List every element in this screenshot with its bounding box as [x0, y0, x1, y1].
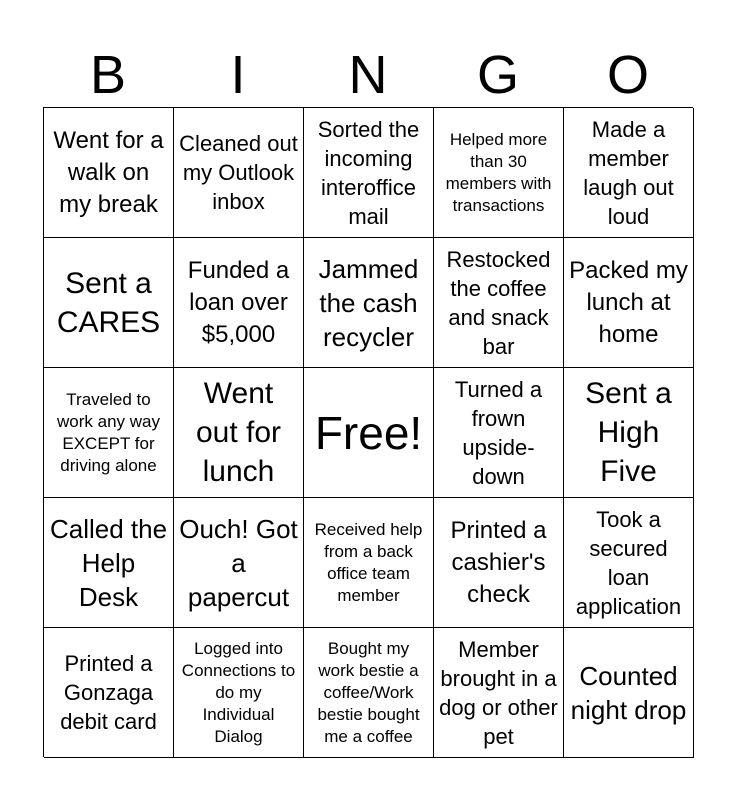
cell-text: Ouch! Got a papercut	[179, 513, 298, 612]
bingo-cell[interactable]	[44, 108, 174, 238]
cell-text: Went for a walk on my break	[53, 126, 164, 218]
bingo-cell[interactable]	[44, 628, 174, 758]
cell-text: Member brought in a dog or other pet	[439, 636, 558, 749]
cell-text: Packed my lunch at home	[569, 256, 688, 348]
header-letter-i: I	[230, 45, 246, 105]
bingo-cell[interactable]	[44, 498, 174, 628]
cell-text: Received help from a back office team member	[314, 519, 423, 605]
bingo-cell[interactable]	[564, 108, 694, 238]
cell-text: Cleaned out my Outlook inbox	[179, 131, 298, 214]
cell-text: Called the Help Desk	[49, 513, 168, 612]
cell-text: Went out for lunch	[195, 377, 282, 488]
cell-text: Funded a loan over $5,000	[187, 256, 290, 348]
bingo-cell[interactable]	[434, 498, 564, 628]
cell-text: Turned a frown upside-down	[454, 376, 543, 489]
cell-text: Bought my work bestie a coffee/Work bestie bought me a coffee	[317, 638, 420, 746]
header-letter-g: G	[476, 45, 519, 105]
bingo-cell[interactable]	[44, 368, 174, 498]
bingo-board	[43, 107, 693, 757]
cell-text: Traveled to work any way EXCEPT for driving alone	[57, 389, 160, 475]
bingo-cell[interactable]	[174, 368, 304, 498]
bingo-cell[interactable]	[434, 108, 564, 238]
bingo-cell[interactable]	[304, 108, 434, 238]
cell-text: Made a member laugh out loud	[583, 116, 674, 229]
cell-text: Sorted the incoming interoffice mail	[317, 116, 420, 229]
header-letter-o: O	[606, 45, 649, 105]
bingo-cell[interactable]	[564, 628, 694, 758]
free-space[interactable]	[304, 368, 434, 498]
cell-text: Sent a High Five	[585, 377, 672, 488]
bingo-cell[interactable]	[174, 108, 304, 238]
cell-text: Restocked the coffee and snack bar	[446, 246, 551, 359]
free-space-text: Free!	[314, 406, 423, 459]
cell-text: Jammed the cash recycler	[318, 253, 419, 352]
cell-text: Sent a CARES	[56, 266, 161, 339]
bingo-cell[interactable]	[304, 498, 434, 628]
header-letter-b: B	[89, 45, 127, 105]
bingo-header	[43, 44, 693, 106]
cell-text: Counted night drop	[570, 660, 687, 725]
bingo-cell[interactable]	[564, 238, 694, 368]
bingo-cell[interactable]	[564, 368, 694, 498]
bingo-cell[interactable]	[434, 628, 564, 758]
bingo-cell[interactable]	[564, 498, 694, 628]
bingo-cell[interactable]	[304, 238, 434, 368]
bingo-cell[interactable]	[304, 628, 434, 758]
bingo-cell[interactable]	[174, 628, 304, 758]
cell-text: Helped more than 30 members with transactions	[445, 129, 552, 215]
bingo-cell[interactable]	[434, 368, 564, 498]
bingo-cell[interactable]	[434, 238, 564, 368]
bingo-cell[interactable]	[44, 238, 174, 368]
cell-text: Took a secured loan application	[575, 506, 682, 619]
cell-text: Logged into Connections to do my Individual Dialog	[181, 638, 296, 746]
cell-text: Printed a cashier's check	[450, 516, 547, 608]
header-letter-n: N	[348, 45, 388, 105]
bingo-cell[interactable]	[174, 238, 304, 368]
cell-text: Printed a Gonzaga debit card	[60, 651, 157, 734]
bingo-cell[interactable]	[174, 498, 304, 628]
